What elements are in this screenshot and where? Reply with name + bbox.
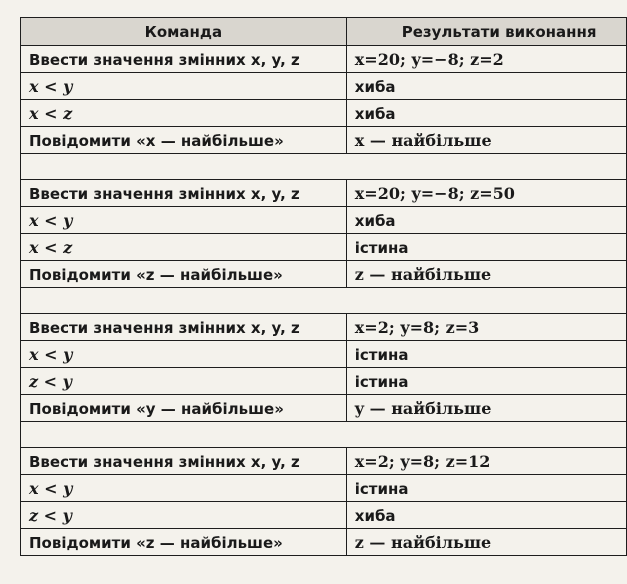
table-row [21,368,627,395]
command-cell: Ввести значення змінних x, y, z [21,448,347,475]
header-command: Команда [21,18,347,46]
command-cell: Повідомити «z — найбільше» [21,529,347,556]
command-cell: x < y [21,73,347,100]
result-cell: хиба [346,100,626,127]
command-cell: Ввести значення змінних x, y, z [21,314,347,341]
table-row [21,341,627,368]
command-cell: x < y [21,207,347,234]
table-row [21,529,627,556]
command-cell: Повідомити «z — найбільше» [21,261,347,288]
header-result: Результати виконання [346,18,626,46]
table-row [21,395,627,422]
table-row [21,100,627,127]
algorithm-trace-table [20,17,627,556]
table-row [21,127,627,154]
table-row [21,73,627,100]
table-row [21,234,627,261]
table-row [21,261,627,288]
command-cell: z < y [21,368,347,395]
result-cell: x=2; y=8; z=12 [346,448,626,475]
table-row [21,46,627,73]
result-cell: z — найбільше [346,529,626,556]
header-row [21,18,627,46]
command-cell: Повідомити «y — найбільше» [21,395,347,422]
table-row [21,475,627,502]
command-cell: z < y [21,502,347,529]
result-cell: z — найбільше [346,261,626,288]
result-cell: y — найбільше [346,395,626,422]
block-separator [21,288,627,314]
table-row [21,314,627,341]
command-cell: Ввести значення змінних x, y, z [21,46,347,73]
table-row [21,502,627,529]
table-row [21,207,627,234]
result-cell: хиба [346,502,626,529]
result-cell: істина [346,341,626,368]
command-cell: Ввести значення змінних x, y, z [21,180,347,207]
command-cell: x < y [21,475,347,502]
result-cell: x=2; y=8; z=3 [346,314,626,341]
result-cell: x — найбільше [346,127,626,154]
result-cell: хиба [346,73,626,100]
table-row [21,448,627,475]
result-cell: хиба [346,207,626,234]
command-cell: x < y [21,341,347,368]
result-cell: істина [346,368,626,395]
command-cell: x < z [21,100,347,127]
command-cell: x < z [21,234,347,261]
table-row [21,180,627,207]
command-cell: Повідомити «x — найбільше» [21,127,347,154]
result-cell: x=20; y=−8; z=50 [346,180,626,207]
result-cell: істина [346,234,626,261]
result-cell: істина [346,475,626,502]
block-separator [21,422,627,448]
result-cell: x=20; y=−8; z=2 [346,46,626,73]
block-separator [21,154,627,180]
